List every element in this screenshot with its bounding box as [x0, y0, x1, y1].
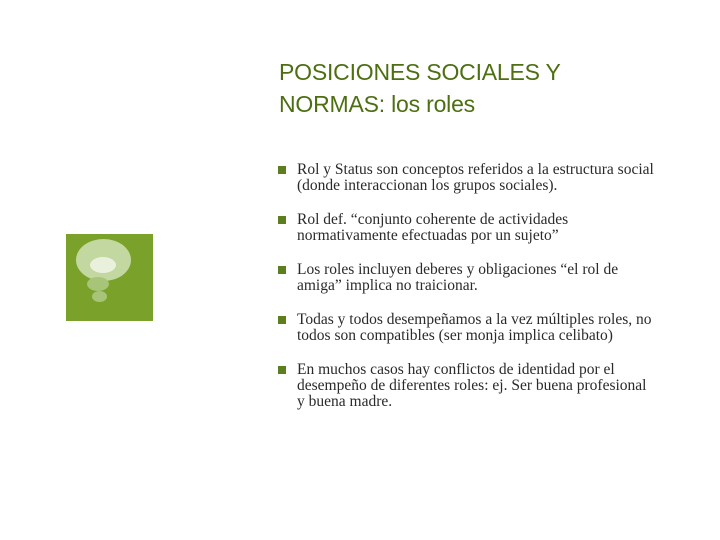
bullet-text: Los roles incluyen deberes y obligaciones “el rol de amiga” implica no traicionar.: [297, 261, 619, 294]
bullet-list: [278, 162, 658, 428]
speech-bubbles-icon: [66, 234, 153, 321]
square-bullet-icon: [278, 216, 286, 224]
bullet-item: [278, 262, 658, 294]
slide-title-line-2: NORMAS: los roles: [279, 91, 475, 117]
bullet-item: [278, 162, 658, 194]
bullet-item: [278, 362, 658, 410]
slide-title: [279, 56, 679, 120]
bullet-item: [278, 212, 658, 244]
square-bullet-icon: [278, 316, 286, 324]
bullet-item: [278, 312, 658, 344]
slide-title-line-1: POSICIONES SOCIALES Y: [279, 59, 561, 85]
square-bullet-icon: [278, 166, 286, 174]
bullet-text: Todas y todos desempeñamos a la vez múltiples roles, no todos son compatibles (ser monja implica celibato): [297, 311, 652, 344]
medium-bubble: [87, 277, 109, 291]
small-bubble: [92, 291, 107, 302]
square-bullet-icon: [278, 266, 286, 274]
bullet-text: En muchos casos hay conflictos de identidad por el desempeño de diferentes roles: ej. Ser buena profesional y buena madre.: [297, 361, 647, 410]
highlight-bubble: [90, 257, 116, 273]
bullet-text: Rol y Status son conceptos referidos a la estructura social (donde interaccionan los grupos sociales).: [297, 161, 654, 194]
bullet-text: Rol def. “conjunto coherente de actividades normativamente efectuadas por un sujeto”: [297, 211, 569, 244]
square-bullet-icon: [278, 366, 286, 374]
